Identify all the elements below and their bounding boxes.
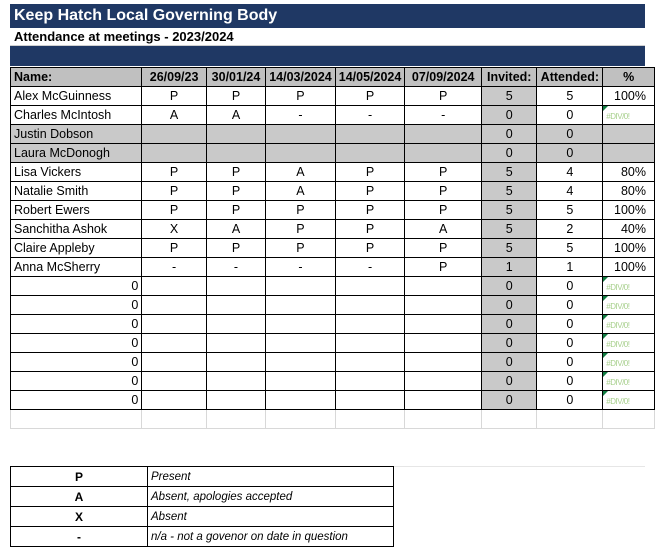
attendance-mark-cell[interactable] (405, 296, 482, 315)
member-name-cell[interactable]: Laura McDonogh (11, 144, 142, 163)
attendance-mark-cell[interactable]: P (266, 220, 336, 239)
member-name-cell[interactable]: Robert Ewers (11, 201, 142, 220)
invited-count-cell[interactable]: 1 (482, 258, 537, 277)
percentage-cell[interactable] (603, 277, 655, 296)
invited-count-cell[interactable]: 5 (482, 239, 537, 258)
attendance-mark-cell[interactable] (206, 296, 265, 315)
attendance-mark-cell[interactable] (405, 277, 482, 296)
member-name-cell[interactable]: Natalie Smith (11, 182, 142, 201)
attended-count-cell[interactable]: 0 (537, 391, 603, 410)
attendance-mark-cell[interactable]: - (335, 258, 405, 277)
attendance-mark-cell[interactable]: P (335, 182, 405, 201)
error-indicator-icon (603, 391, 608, 396)
attendance-mark-cell[interactable] (335, 353, 405, 372)
attendance-mark-cell[interactable]: - (266, 106, 336, 125)
empty-cell[interactable] (405, 410, 482, 429)
member-name-cell[interactable]: Lisa Vickers (11, 163, 142, 182)
table-row (11, 315, 655, 334)
table-row (11, 125, 655, 144)
error-indicator-icon (603, 277, 608, 282)
table-row (11, 163, 655, 182)
table-row (11, 334, 655, 353)
attendance-table (10, 67, 655, 429)
attendance-mark-cell[interactable] (266, 144, 336, 163)
attended-count-cell[interactable]: 4 (537, 182, 603, 201)
attendance-mark-cell[interactable] (405, 372, 482, 391)
attendance-mark-cell[interactable] (206, 315, 265, 334)
member-name-cell[interactable]: Justin Dobson (11, 125, 142, 144)
attendance-mark-cell[interactable] (142, 372, 206, 391)
attended-count-cell[interactable]: 5 (537, 87, 603, 106)
attendance-mark-cell[interactable] (335, 391, 405, 410)
member-name-cell[interactable]: 0 (11, 315, 142, 334)
error-indicator-icon (603, 372, 608, 377)
error-indicator-icon (603, 334, 608, 339)
invited-count-cell[interactable]: 5 (482, 87, 537, 106)
empty-cell-area (393, 446, 645, 467)
attendance-mark-cell[interactable] (142, 144, 206, 163)
invited-count-cell[interactable]: 5 (482, 163, 537, 182)
empty-row (11, 410, 655, 429)
attendance-mark-cell[interactable]: P (142, 201, 206, 220)
table-row (11, 258, 655, 277)
percentage-cell[interactable]: 100% (603, 87, 655, 106)
attended-count-cell[interactable]: 4 (537, 163, 603, 182)
attendance-mark-cell[interactable] (335, 125, 405, 144)
member-name-cell[interactable]: 0 (11, 296, 142, 315)
attendance-mark-cell[interactable]: A (206, 220, 265, 239)
attendance-mark-cell[interactable] (335, 144, 405, 163)
error-value: #DIV/0! (606, 302, 630, 311)
error-indicator-icon (603, 353, 608, 358)
attended-count-cell[interactable]: 0 (537, 296, 603, 315)
attended-count-cell[interactable]: 0 (537, 125, 603, 144)
attended-count-cell[interactable]: 0 (537, 334, 603, 353)
attendance-mark-cell[interactable]: P (142, 163, 206, 182)
invited-count-cell[interactable]: 0 (482, 144, 537, 163)
empty-cell[interactable] (482, 410, 537, 429)
legend-meaning[interactable]: Absent, apologies accepted (148, 487, 394, 507)
attendance-mark-cell[interactable]: P (405, 201, 482, 220)
attendance-mark-cell[interactable] (142, 277, 206, 296)
error-indicator-icon (603, 315, 608, 320)
attendance-mark-cell[interactable]: P (335, 239, 405, 258)
attendance-mark-cell[interactable] (266, 353, 336, 372)
attendance-mark-cell[interactable]: P (142, 182, 206, 201)
invited-count-cell[interactable]: 0 (482, 296, 537, 315)
error-value: #DIV/0! (606, 321, 630, 330)
invited-count-cell[interactable]: 5 (482, 182, 537, 201)
attended-count-cell[interactable]: 0 (537, 277, 603, 296)
table-row (11, 87, 655, 106)
empty-cell[interactable] (603, 410, 655, 429)
empty-cell[interactable] (537, 410, 603, 429)
member-name-cell[interactable]: Sanchitha Ashok (11, 220, 142, 239)
percentage-cell[interactable] (603, 125, 655, 144)
attendance-mark-cell[interactable]: A (266, 182, 336, 201)
attendance-mark-cell[interactable]: A (405, 220, 482, 239)
attended-count-cell[interactable]: 5 (537, 239, 603, 258)
attendance-mark-cell[interactable] (142, 353, 206, 372)
attendance-mark-cell[interactable]: - (266, 258, 336, 277)
legend-table (10, 466, 394, 547)
attendance-mark-cell[interactable]: P (405, 182, 482, 201)
attendance-mark-cell[interactable] (142, 315, 206, 334)
legend-row (11, 487, 394, 507)
member-name-cell[interactable]: Charles McIntosh (11, 106, 142, 125)
percentage-cell[interactable]: 80% (603, 182, 655, 201)
percentage-cell[interactable] (603, 334, 655, 353)
attended-count-cell[interactable]: 0 (537, 106, 603, 125)
error-indicator-icon (603, 106, 608, 111)
sheet-title: Keep Hatch Local Governing Body (10, 4, 645, 28)
percentage-cell[interactable]: 100% (603, 239, 655, 258)
attendance-mark-cell[interactable] (266, 296, 336, 315)
attendance-mark-cell[interactable] (142, 334, 206, 353)
attended-count-cell[interactable]: 0 (537, 315, 603, 334)
percentage-cell[interactable]: 100% (603, 201, 655, 220)
legend-symbol[interactable]: - (11, 527, 148, 547)
attended-count-cell[interactable]: 2 (537, 220, 603, 239)
table-row (11, 372, 655, 391)
attendance-mark-cell[interactable]: A (142, 106, 206, 125)
empty-cell[interactable] (206, 410, 265, 429)
attendance-mark-cell[interactable]: P (335, 220, 405, 239)
invited-count-cell[interactable]: 0 (482, 125, 537, 144)
attendance-mark-cell[interactable] (335, 334, 405, 353)
attendance-mark-cell[interactable]: P (206, 201, 265, 220)
legend-row (11, 527, 394, 547)
legend-meaning[interactable]: Present (148, 467, 394, 487)
attendance-mark-cell[interactable]: P (266, 87, 336, 106)
member-name-cell[interactable]: Anna McSherry (11, 258, 142, 277)
attendance-mark-cell[interactable] (142, 125, 206, 144)
attendance-mark-cell[interactable] (142, 391, 206, 410)
attendance-mark-cell[interactable]: P (335, 163, 405, 182)
header-cell[interactable]: Name: (11, 68, 142, 87)
attendance-mark-cell[interactable] (405, 315, 482, 334)
attendance-mark-cell[interactable]: X (142, 220, 206, 239)
attendance-mark-cell[interactable]: A (266, 163, 336, 182)
legend-meaning[interactable]: n/a - not a govenor on date in question (148, 527, 394, 547)
header-cell[interactable]: 26/09/23 (142, 68, 206, 87)
legend-symbol[interactable]: A (11, 487, 148, 507)
attendance-mark-cell[interactable]: - (405, 106, 482, 125)
attendance-mark-cell[interactable]: A (206, 106, 265, 125)
invited-count-cell[interactable]: 0 (482, 353, 537, 372)
legend-row (11, 467, 394, 487)
attendance-mark-cell[interactable]: - (335, 106, 405, 125)
invited-count-cell[interactable]: 0 (482, 391, 537, 410)
attendance-mark-cell[interactable]: P (405, 239, 482, 258)
percentage-cell[interactable] (603, 106, 655, 125)
attended-count-cell[interactable]: 1 (537, 258, 603, 277)
attendance-mark-cell[interactable] (206, 353, 265, 372)
header-cell[interactable]: Attended: (537, 68, 603, 87)
header-band (10, 46, 645, 66)
percentage-cell[interactable] (603, 372, 655, 391)
invited-count-cell[interactable]: 0 (482, 277, 537, 296)
attendance-mark-cell[interactable]: P (142, 239, 206, 258)
legend-symbol[interactable]: P (11, 467, 148, 487)
attendance-mark-cell[interactable] (335, 296, 405, 315)
attendance-mark-cell[interactable]: P (335, 87, 405, 106)
percentage-cell[interactable] (603, 296, 655, 315)
attendance-mark-cell[interactable]: P (206, 239, 265, 258)
error-value: #DIV/0! (606, 397, 630, 406)
attendance-mark-cell[interactable]: P (266, 239, 336, 258)
table-row (11, 296, 655, 315)
table-row (11, 239, 655, 258)
attendance-mark-cell[interactable] (405, 144, 482, 163)
table-row (11, 220, 655, 239)
attendance-mark-cell[interactable]: - (206, 258, 265, 277)
attendance-mark-cell[interactable] (335, 315, 405, 334)
percentage-cell[interactable] (603, 315, 655, 334)
invited-count-cell[interactable]: 0 (482, 372, 537, 391)
header-cell[interactable]: 07/09/2024 (405, 68, 482, 87)
error-value: #DIV/0! (606, 340, 630, 349)
member-name-cell[interactable]: 0 (11, 372, 142, 391)
invited-count-cell[interactable]: 0 (482, 315, 537, 334)
percentage-cell[interactable] (603, 391, 655, 410)
attendance-mark-cell[interactable]: P (405, 87, 482, 106)
legend-symbol[interactable]: X (11, 507, 148, 527)
attendance-mark-cell[interactable] (206, 372, 265, 391)
member-name-cell[interactable]: 0 (11, 277, 142, 296)
error-value: #DIV/0! (606, 283, 630, 292)
attendance-mark-cell[interactable]: P (266, 201, 336, 220)
invited-count-cell[interactable]: 0 (482, 334, 537, 353)
attendance-mark-cell[interactable]: P (335, 201, 405, 220)
sheet-subtitle: Attendance at meetings - 2023/2024 (10, 28, 645, 46)
error-value: #DIV/0! (606, 378, 630, 387)
attendance-mark-cell[interactable] (142, 296, 206, 315)
attendance-mark-cell[interactable]: P (405, 163, 482, 182)
invited-count-cell[interactable]: 0 (482, 106, 537, 125)
attendance-mark-cell[interactable] (266, 315, 336, 334)
header-row (11, 68, 655, 87)
attendance-mark-cell[interactable]: P (405, 258, 482, 277)
attendance-mark-cell[interactable] (206, 391, 265, 410)
attendance-mark-cell[interactable]: P (142, 87, 206, 106)
attended-count-cell[interactable]: 0 (537, 353, 603, 372)
percentage-cell[interactable]: 100% (603, 258, 655, 277)
member-name-cell[interactable]: Claire Appleby (11, 239, 142, 258)
attended-count-cell[interactable]: 0 (537, 144, 603, 163)
member-name-cell[interactable]: Alex McGuinness (11, 87, 142, 106)
attendance-mark-cell[interactable] (266, 277, 336, 296)
table-row (11, 182, 655, 201)
error-value: #DIV/0! (606, 359, 630, 368)
empty-cell[interactable] (335, 410, 405, 429)
member-name-cell[interactable]: 0 (11, 353, 142, 372)
table-row (11, 391, 655, 410)
table-row (11, 277, 655, 296)
error-value: #DIV/0! (606, 112, 630, 121)
error-indicator-icon (603, 296, 608, 301)
table-row (11, 353, 655, 372)
attended-count-cell[interactable]: 5 (537, 201, 603, 220)
attendance-mark-cell[interactable] (266, 391, 336, 410)
legend-row (11, 507, 394, 527)
percentage-cell[interactable] (603, 144, 655, 163)
attendance-mark-cell[interactable]: - (142, 258, 206, 277)
header-cell[interactable]: 30/01/24 (206, 68, 265, 87)
attendance-mark-cell[interactable] (405, 353, 482, 372)
table-row (11, 144, 655, 163)
percentage-cell[interactable]: 40% (603, 220, 655, 239)
attendance-mark-cell[interactable] (266, 372, 336, 391)
attendance-mark-cell[interactable]: P (206, 182, 265, 201)
attendance-mark-cell[interactable] (206, 125, 265, 144)
attendance-mark-cell[interactable]: P (206, 87, 265, 106)
attendance-mark-cell[interactable]: P (206, 163, 265, 182)
member-name-cell[interactable]: 0 (11, 391, 142, 410)
header-cell[interactable]: 14/03/2024 (266, 68, 336, 87)
attended-count-cell[interactable]: 0 (537, 372, 603, 391)
attendance-mark-cell[interactable] (266, 334, 336, 353)
attendance-mark-cell[interactable] (405, 391, 482, 410)
header-cell[interactable]: % (603, 68, 655, 87)
header-cell[interactable]: Invited: (482, 68, 537, 87)
legend-meaning[interactable]: Absent (148, 507, 394, 527)
empty-cell[interactable] (11, 410, 142, 429)
table-row (11, 106, 655, 125)
percentage-cell[interactable]: 80% (603, 163, 655, 182)
attendance-mark-cell[interactable] (206, 277, 265, 296)
invited-count-cell[interactable]: 5 (482, 220, 537, 239)
attendance-mark-cell[interactable] (206, 334, 265, 353)
table-row (11, 201, 655, 220)
attendance-mark-cell[interactable] (266, 125, 336, 144)
attendance-mark-cell[interactable] (206, 144, 265, 163)
attendance-mark-cell[interactable] (405, 125, 482, 144)
header-cell[interactable]: 14/05/2024 (335, 68, 405, 87)
empty-cell[interactable] (266, 410, 336, 429)
invited-count-cell[interactable]: 5 (482, 201, 537, 220)
member-name-cell[interactable]: 0 (11, 334, 142, 353)
percentage-cell[interactable] (603, 353, 655, 372)
empty-cell[interactable] (142, 410, 206, 429)
attendance-mark-cell[interactable] (335, 277, 405, 296)
attendance-mark-cell[interactable] (405, 334, 482, 353)
attendance-mark-cell[interactable] (335, 372, 405, 391)
